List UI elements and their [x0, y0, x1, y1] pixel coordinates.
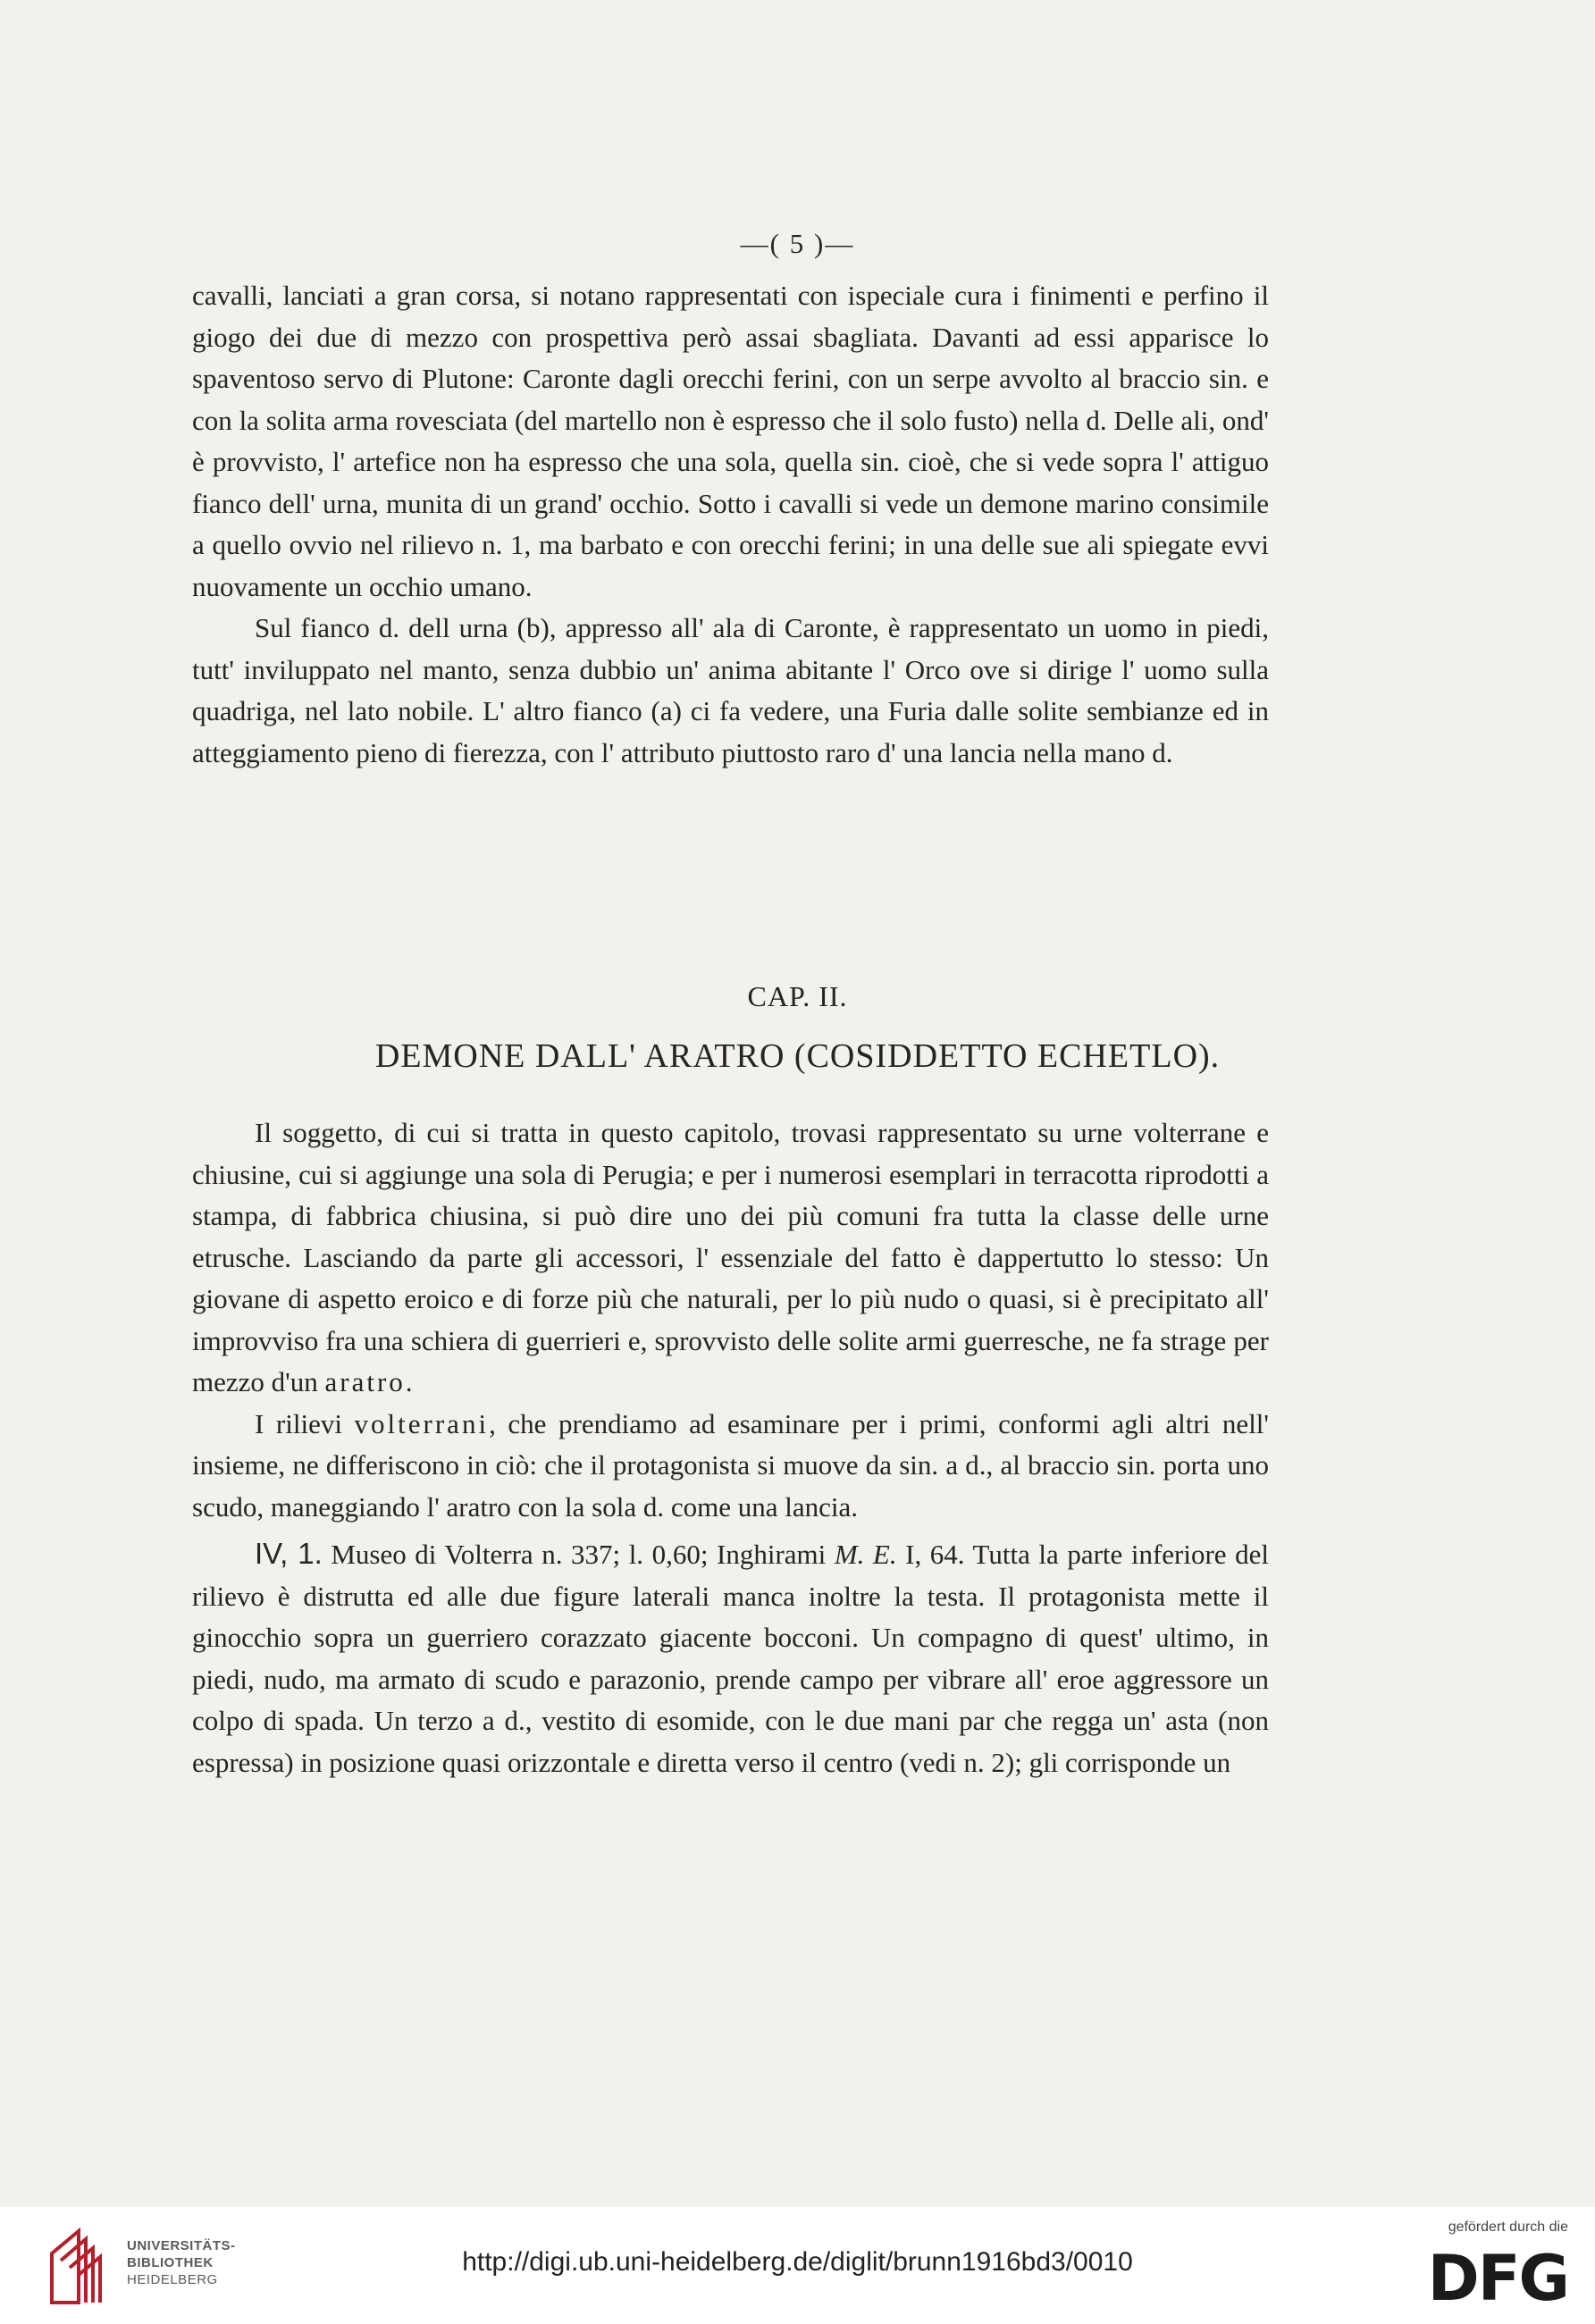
permalink-url[interactable]: http://digi.ub.uni-heidelberg.de/diglit/brunn1916bd3/0010: [462, 2247, 1133, 2277]
paragraph-text: .: [405, 1366, 413, 1397]
chapter-number: CAP. II.: [747, 980, 848, 1012]
paragraph-text: Il soggetto, di cui si tratta in questo capitolo, trovasi rappresentato su urne volterrane e chiusine, cui si aggiunge una sola di Perugia; e per i numerosi esemplari in terracotta riprodotti a stampa, di fabbrica chiusina, si può dire uno dei più comuni fra tutta la classe delle urne etrusche. Lasciando da parte gli accessori, l' essenziale del fatto è dappertutto lo stesso: Un giovane di aspetto eroico e di forze più che naturali, per lo più nudo o quasi, si è precipitato all' improvviso fra una schiera di guerrieri e, sprovvisto delle solite armi guerresche, ne fa strage per mezzo d'un: [192, 1117, 1269, 1397]
dfg-logo: DFG: [1427, 2242, 1568, 2315]
funded-by-label: gefördert durch die: [1448, 2219, 1568, 2235]
page-number: —( 5 )—: [740, 228, 855, 259]
library-name: UNIVERSITÄTS- BIBLIOTHEK HEIDELBERG: [127, 2238, 236, 2287]
text-block-top: [192, 275, 1269, 774]
text-block-bottom: [192, 1112, 1269, 1783]
spaced-word: aratro: [324, 1366, 406, 1397]
paragraph: [192, 1112, 1269, 1404]
paragraph-text: Museo di Volterra n. 337; l. 0,60; Inghirami: [322, 1539, 835, 1570]
viewer-footer: [0, 2207, 1595, 2324]
paragraph-text: I rilievi: [255, 1407, 355, 1439]
paragraph: Sul fianco d. dell urna (b), appresso all' ala di Caronte, è rappresentato un uomo in piedi, tutt' inviluppato nel manto, senza dubbio un' anima abitante l' Orco ove si dirige l' uomo sulla quadriga, nel lato nobile. L' altro fianco (a) ci fa vedere, una Furia dalle solite sembianze ed in atteggiamento pieno di fierezza, con l' attributo piuttosto raro d' una lancia nella mano d.: [192, 612, 1269, 768]
paragraph: [192, 1533, 1269, 1783]
italic-citation: M. E.: [834, 1539, 897, 1570]
chapter-title: DEMONE DALL' ARATRO (COSIDDETTO ECHETLO).: [374, 1037, 1221, 1075]
paragraph: cavalli, lanciati a gran corsa, si notano rappresentati con ispeciale cura i finimenti e perfino il giogo dei due di mezzo con prospettiva però assai sbagliata. Davanti ad essi apparisce lo spaventoso servo di Plutone: Caronte dagli orecchi ferini, con un serpe avvolto al braccio sin. e con la solita arma rovesciata (del martello non è espresso che il solo fusto) nella d. Delle ali, ond' è provvisto, l' artefice non ha espresso che una sola, quella sin. cioè, che si vede sopra l' attiguo fianco dell' urna, munita di un grand' occhio. Sotto i cavalli si vede un demone marino consimile a quello ovvio nel rilievo n. 1, ma barbato e con orecchi ferini; in una delle sue ali spiegate evvi nuovamente un occhio umano.: [192, 280, 1269, 602]
paragraph-text: I, 64. Tutta la parte inferiore del rilievo è distrutta ed alle due figure laterali manca inoltre la testa. Il protagonista mette il ginocchio sopra un guerriero corazzato giacente bocconi. Un compagno di quest' ultimo, in piedi, nudo, ma armato di scudo e parazonio, prende campo per vibrare all' eroe aggressore un colpo di spada. Un terzo a d., vestito di esomide, con le due mani par che regga un' asta (non espressa) in posizione quasi orizzontale e diretta verso il centro (vedi n. 2); gli corrisponde un: [192, 1539, 1269, 1778]
spaced-word: volterrani: [354, 1407, 490, 1439]
paragraph: [192, 1404, 1269, 1529]
catalogue-reference: IV, 1.: [255, 1537, 323, 1570]
paragraph-text: , che prendiamo ad esaminare per i primi, conformi agli altri nell' insieme, ne differiscono in ciò: che il protagonista si muove da sin. a d., al braccio sin. porta uno scudo, maneggiando l' aratro con la sola d. come una lancia.: [192, 1407, 1270, 1523]
